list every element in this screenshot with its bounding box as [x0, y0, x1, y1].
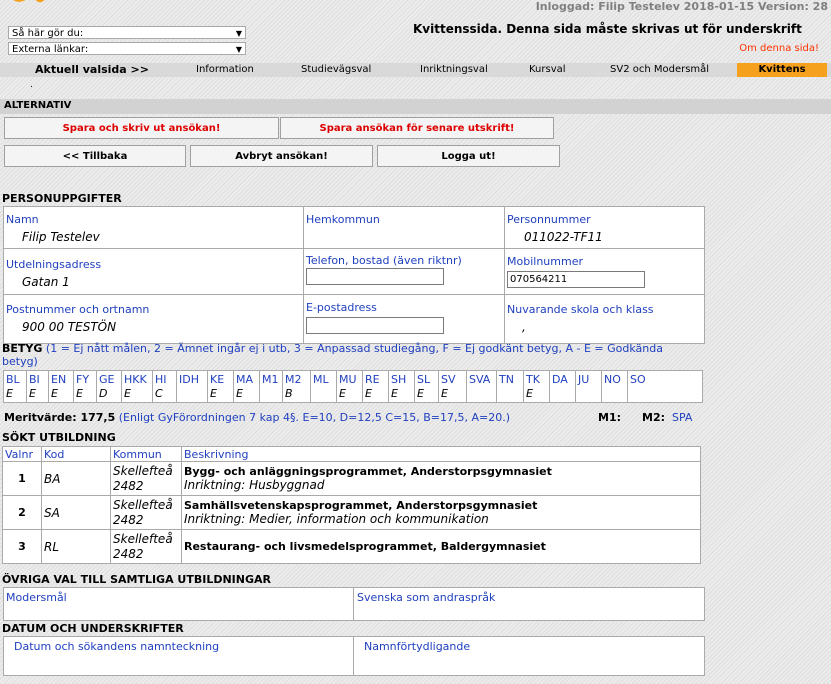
grade-value: E [391, 387, 398, 400]
row-kod: BA [42, 462, 111, 496]
row-kod: SA [42, 496, 111, 530]
grade-subject: M1 [262, 373, 279, 386]
address-label: Utdelningsadress [6, 258, 102, 271]
other-section-title: ÖVRIGA VAL TILL SAMTLIGA UTBILDNINGAR [2, 573, 271, 586]
grade-cell-14 [363, 371, 389, 402]
merit-line [4, 411, 510, 424]
swedish-second-label: Svenska som andraspråk [357, 591, 496, 604]
grade-subject: BL [6, 373, 20, 386]
mobile-input[interactable]: 070564211 [507, 271, 645, 288]
grade-cell-24 [628, 371, 652, 402]
address-value: Gatan 1 [22, 275, 70, 289]
grade-subject: SH [391, 373, 407, 386]
grade-cell-8 [208, 371, 234, 402]
grade-subject: BI [29, 373, 40, 386]
how-to-dropdown-label: Så här gör du: [12, 28, 84, 39]
row-beskrivning [182, 496, 701, 530]
grade-value: E [441, 387, 448, 400]
grade-cell-11 [283, 371, 311, 402]
grade-subject: SL [417, 373, 431, 386]
row-kommun [111, 530, 182, 564]
program-inriktning: Inriktning: Husbyggnad [184, 478, 325, 492]
grades-explanation: (1 = Ej nått målen, 2 = Ämnet ingår ej i utb, 3 = Anpassad studiegång, F = Ej godkänt betyg, A - E = Godkända betyg) [2, 342, 663, 368]
phone-input[interactable] [306, 268, 444, 285]
logo-icon [0, 0, 60, 6]
table-row [3, 530, 701, 564]
row-valnr: 1 [3, 462, 42, 496]
signatures-section-title: DATUM OCH UNDERSKRIFTER [2, 622, 184, 635]
nav-item-inriktningsval[interactable]: Inriktningsval [420, 64, 488, 75]
grade-cell-19 [497, 371, 524, 402]
grade-subject: EN [51, 373, 67, 386]
date-signature-label: Datum och sökandens namnteckning [14, 640, 220, 653]
logout-button[interactable]: Logga ut! [377, 145, 560, 167]
grade-value: E [29, 387, 36, 400]
grade-cell-6 [153, 371, 177, 402]
back-button[interactable]: << Tillbaka [4, 145, 186, 167]
chevron-down-icon: ▼ [235, 45, 242, 54]
kommun-nr: 2482 [113, 478, 144, 493]
pnr-label: Personnummer [507, 213, 591, 226]
name-value: Filip Testelev [22, 230, 100, 244]
grade-cell-3 [74, 371, 97, 402]
grade-subject: SO [630, 373, 646, 386]
grade-subject: IDH [179, 373, 199, 386]
grade-subject: DA [552, 373, 568, 386]
kommun-name: Skellefteå [113, 463, 173, 478]
grade-subject: SVA [469, 373, 491, 386]
nav-item-kursval[interactable]: Kursval [529, 64, 566, 75]
about-page-link[interactable]: Om denna sida! [739, 43, 819, 54]
grade-subject: NO [604, 373, 621, 386]
grade-value: E [339, 387, 346, 400]
grade-cell-21 [550, 371, 576, 402]
grades-table [3, 370, 703, 403]
grade-subject: HI [155, 373, 167, 386]
school-label: Nuvarande skola och klass [507, 303, 654, 316]
grade-cell-7 [177, 371, 208, 402]
merit-explanation: (Enligt GyFörordningen 7 kap 4§. E=10, D=12,5 C=15, B=17,5, A=20.) [118, 411, 510, 424]
name-clarification-label: Namnförtydligande [364, 640, 471, 653]
m2-value: SPA [672, 411, 693, 424]
postal-value: 900 00 TESTÖN [22, 320, 117, 334]
grade-cell-23 [602, 371, 628, 402]
grade-subject: JU [578, 373, 590, 386]
grade-subject: M2 [285, 373, 302, 386]
grade-cell-18 [467, 371, 497, 402]
grade-value: E [526, 387, 533, 400]
grade-subject: RE [365, 373, 380, 386]
m1-label: M1: [598, 411, 621, 424]
page-title: Kvittenssida. Denna sida måste skrivas ut för underskrift [413, 22, 802, 36]
grade-cell-4 [97, 371, 122, 402]
grade-value: C [155, 387, 163, 400]
row-beskrivning [182, 462, 701, 496]
grade-cell-5 [122, 371, 153, 402]
grade-cell-15 [389, 371, 415, 402]
grade-cell-20 [524, 371, 550, 402]
grade-cell-12 [311, 371, 337, 402]
header-kommun: Kommun [111, 447, 182, 462]
mother-tongue-label: Modersmål [6, 591, 67, 604]
row-kommun [111, 496, 182, 530]
school-value: , [522, 320, 526, 334]
grade-value: E [417, 387, 424, 400]
grade-value: B [285, 387, 293, 400]
merit-value: Meritvärde: 177,5 [4, 411, 116, 424]
grade-value: E [210, 387, 217, 400]
grade-subject: MU [339, 373, 357, 386]
grade-subject: GE [99, 373, 115, 386]
table-row [3, 462, 701, 496]
grade-subject: SV [441, 373, 456, 386]
grade-cell-16 [415, 371, 439, 402]
postal-label: Postnummer och ortnamn [6, 303, 150, 316]
grade-cell-17 [439, 371, 467, 402]
table-header-row [3, 447, 701, 462]
personal-section-title: PERSONUPPGIFTER [2, 192, 122, 205]
save-and-print-button[interactable]: Spara och skriv ut ansökan! [4, 117, 279, 139]
nav-current-label: Aktuell valsida >> [35, 63, 149, 76]
kommun-nr: 2482 [113, 512, 144, 527]
chevron-down-icon: ▼ [235, 29, 242, 38]
municipality-label: Hemkommun [306, 213, 380, 226]
name-label: Namn [6, 213, 39, 226]
grade-value: E [365, 387, 372, 400]
grade-subject: FY [76, 373, 90, 386]
how-to-dropdown[interactable] [8, 26, 246, 39]
kommun-name: Skellefteå [113, 497, 173, 512]
grade-cell-9 [234, 371, 260, 402]
program-name: Bygg- och anläggningsprogrammet, Anderstorpsgymnasiet [184, 465, 552, 478]
alternativ-title: ALTERNATIV [4, 100, 72, 111]
grade-subject: ML [313, 373, 329, 386]
grade-subject: KE [210, 373, 225, 386]
grade-subject: TK [526, 373, 540, 386]
email-label: E-postadress [306, 301, 377, 314]
alternativ-bar [0, 99, 831, 114]
nav-item-sv2-modersmal[interactable]: SV2 och Modersmål [610, 64, 710, 75]
row-kommun [111, 462, 182, 496]
grade-cell-1 [27, 371, 49, 402]
cancel-application-button[interactable]: Avbryt ansökan! [190, 145, 373, 167]
header-kod: Kod [42, 447, 111, 462]
grade-value: E [6, 387, 13, 400]
nav-item-kvittens[interactable]: Kvittens [737, 63, 827, 77]
row-valnr: 3 [3, 530, 42, 564]
m2-label: M2: [642, 411, 665, 424]
grade-value: E [76, 387, 83, 400]
grade-subject: TN [499, 373, 514, 386]
row-kod: RL [42, 530, 111, 564]
mobile-label: Mobilnummer [507, 255, 583, 268]
row-beskrivning [182, 530, 701, 564]
grade-cell-0 [4, 371, 27, 402]
program-name: Samhällsvetenskapsprogrammet, Anderstorpsgymnasiet [184, 499, 538, 512]
row-valnr: 2 [3, 496, 42, 530]
grades-header [2, 342, 702, 368]
nav-dot: . [30, 80, 33, 90]
pnr-value: 011022-TF11 [524, 230, 603, 244]
grade-cell-13 [337, 371, 363, 402]
grade-value: E [236, 387, 243, 400]
save-for-later-button[interactable]: Spara ansökan för senare utskrift! [280, 117, 554, 139]
external-links-dropdown[interactable] [8, 42, 246, 55]
wizard-nav [0, 63, 831, 77]
kommun-name: Skellefteå [113, 531, 173, 546]
grade-subject: HKK [124, 373, 147, 386]
grade-value: E [51, 387, 58, 400]
program-inriktning: Inriktning: Medier, information och kommunikation [184, 512, 489, 526]
other-box [3, 587, 705, 621]
education-section-title: SÖKT UTBILDNING [2, 431, 116, 444]
kommun-nr: 2482 [113, 546, 144, 561]
email-input[interactable] [306, 317, 444, 334]
grade-subject: MA [236, 373, 254, 386]
grade-value: D [99, 387, 108, 400]
education-table [2, 446, 701, 564]
header-valnr: Valnr [3, 447, 42, 462]
login-info: Inloggad: Filip Testelev 2018-01-15 Version: 28 [535, 0, 828, 13]
nav-item-studievagsval[interactable]: Studievägsval [301, 64, 372, 75]
grade-cell-2 [49, 371, 74, 402]
phone-label: Telefon, bostad (även riktnr) [306, 254, 462, 267]
grades-title: BETYG [2, 342, 43, 355]
program-name: Restaurang- och livsmedelsprogrammet, Baldergymnasiet [184, 540, 546, 553]
grade-cell-10 [260, 371, 283, 402]
header-beskrivning: Beskrivning [182, 447, 701, 462]
table-row [3, 496, 701, 530]
grade-cell-22 [576, 371, 602, 402]
external-links-dropdown-label: Externa länkar: [12, 44, 89, 55]
grade-value: E [124, 387, 131, 400]
nav-item-information[interactable]: Information [196, 64, 254, 75]
